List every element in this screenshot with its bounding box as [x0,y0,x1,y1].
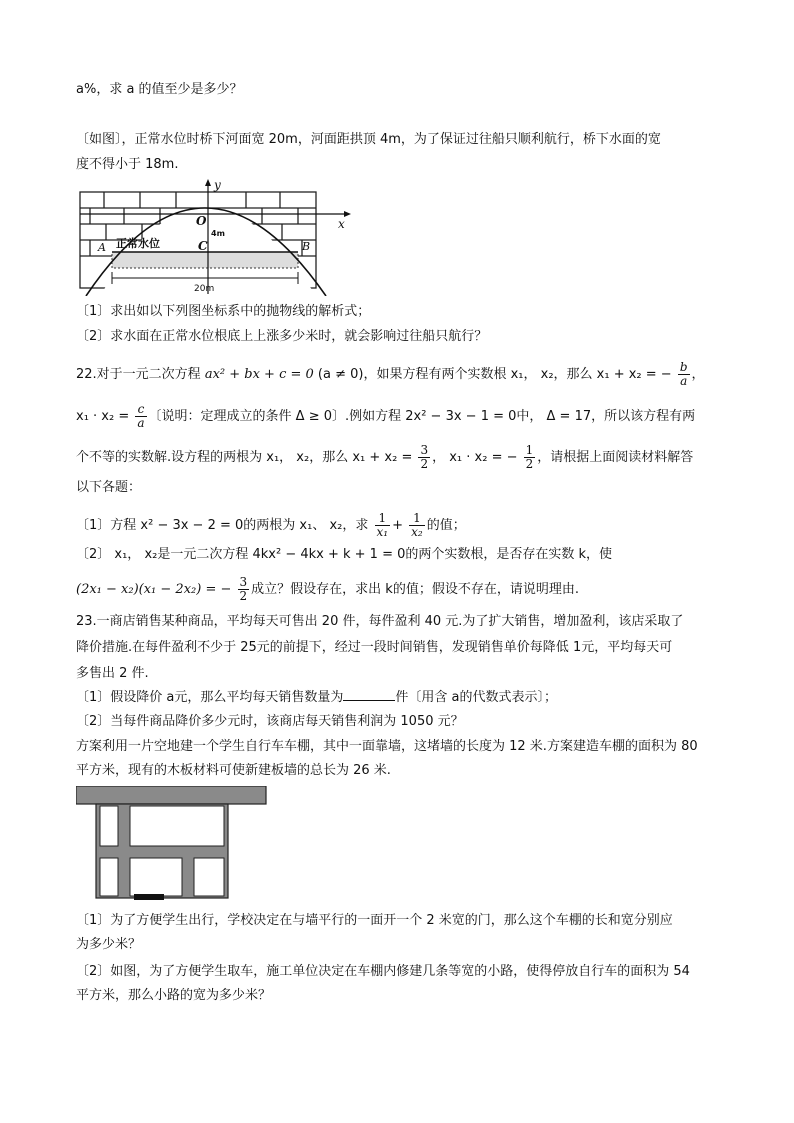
text-line: 〔1〕求出如以下列图坐标系中的抛物线的解析式； [76,304,371,319]
text-line: 〔如图〕，正常水位时桥下河面宽 20m，河面距拱顶 4m，为了保证过往船只顺利航行，桥下水面的宽 [76,132,661,147]
parking-area [100,806,118,846]
answer-blank [343,688,395,701]
question-22-line-3: 个不等的实数解.设方程的两根为 x₁， x₂，那么 x₁ + x₂ = $\frac{3}{2}$ ， x₁ · x₂ = − $\frac{1}{2}$ ，请根据上面阅读材料解答 [76,443,694,471]
text-line: 〔2〕求水面在正常水位根底上上涨多少米时，就会影响过往船只航行？ [76,329,488,344]
question-23-part-1: 〔1〕假设降价 a元，那么平均每天销售数量为 件〔用含 a的代数式表示〕； [76,690,557,705]
y-axis-label: y [214,178,221,192]
question-22-line-2: x₁ · x₂ = $\frac{c}{a}$ 〔说明：定理成立的条件 Δ ≥ 0〕.例如方程 2x² − 3x − 1 = 0中， Δ = 17，所以该方程有两 [76,402,696,430]
text-line: 为多少米？ [76,937,142,952]
water-level-label: 正常水位 [116,237,160,250]
point-c-label: C [198,239,208,253]
parking-area [100,858,118,896]
text-line: 〔1〕为了方便学生出行，学校决定在与墙平行的一面开一个 2 米宽的门，那么这个车棚的长和宽分别应 [76,913,673,928]
wall [76,786,266,804]
parking-area [130,858,182,896]
text-line: 平方米，那么小路的宽为多少米？ [76,988,272,1003]
text-line: 〔2〕如图，为了方便学生取车，施工单位决定在车棚内修建几条等宽的小路，使得停放自行车的面积为 54 [76,964,690,979]
text-line: 23.一商店销售某种商品，平均每天可售出 20 件，每件盈利 40 元.为了扩大销售，增加盈利，该店采取了 [76,614,684,629]
width-label: 20m [194,284,215,294]
bike-shed-figure [76,786,270,902]
x-axis-label: x [338,217,345,231]
parking-area [130,806,224,846]
text-line: 降价措施.在每件盈利不少于 25元的前提下，经过一段时间销售，发现销售单价每降低 1元，平均每天可 [76,640,673,655]
text-line: 平方米，现有的木板材料可使新建板墙的总长为 26 米. [76,763,391,778]
text-line: 方案利用一片空地建一个学生自行车车棚，其中一面靠墙，这堵墙的长度为 12 米.方案建造车棚的面积为 80 [76,739,698,754]
water-area [112,252,298,268]
height-label: 4m [211,229,225,238]
question-22-part-2: 〔2〕 x₁， x₂是一元二次方程 4kx² − 4kx + k + 1 = 0的两个实数根，是否存在实数 k，使 [76,547,613,562]
point-b-label: B [302,240,311,253]
bridge-arch-figure [76,178,356,296]
question-22-part-1: 〔1〕方程 x² − 3x − 2 = 0的两根为 x₁、 x₂，求 $\frac{1}{\text{x₁}}$ + $\frac{1}{\text{x₂}}$ 的值； [76,511,466,539]
text-line: 〔2〕当每件商品降价多少元时，该商店每天销售利润为 1050 元？ [76,714,464,729]
door [134,894,164,900]
question-22-part-2-cont: (2x₁ − x₂)(x₁ − 2x₂) = − $\frac{3}{2}$ 成立？假设存在，求出 k的值；假设不存在，请说明理由. [76,575,579,603]
question-22-line-1: 22.对于一元二次方程 ax² + bx + c = 0 (a ≠ 0)，如果方程有两个实数根 x₁， x₂，那么 x₁ + x₂ = − $\frac{b}{a}$ ， [76,360,705,388]
origin-label: O [196,214,207,228]
text-line: a%，求 a 的值至少是多少？ [76,82,243,97]
text-line: 以下各题： [76,480,142,495]
parking-area [194,858,224,896]
point-a-label: A [98,241,106,254]
text-line: 多售出 2 件. [76,666,149,681]
text-line: 度不得小于 18m. [76,157,179,172]
